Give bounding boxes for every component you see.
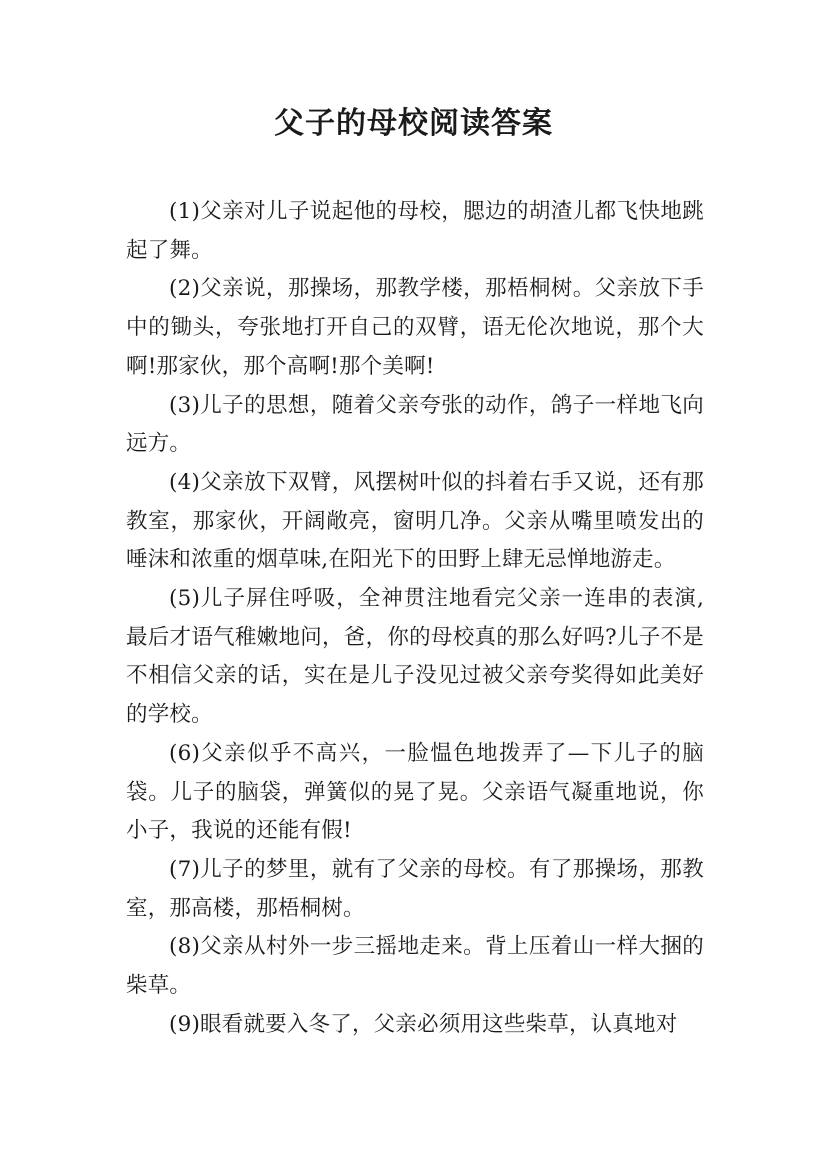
document-title: 父子的母校阅读答案	[274, 106, 553, 141]
paragraph-2: (2)父亲说，那操场，那教学楼，那梧桐树。父亲放下手中的锄头，夸张地打开自己的双臂，语无伦次地说，那个大啊!那家伙，那个高啊!那个美啊!	[126, 276, 704, 379]
document-body	[126, 193, 704, 1044]
paragraph-1: (1)父亲对儿子说起他的母校，腮边的胡渣儿都飞快地跳起了舞。	[126, 199, 704, 263]
paragraph-5: (5)儿子屏住呼吸，全神贯注地看完父亲一连串的表演,最后才语气稚嫩地问，爸，你的母校真的那么好吗?儿子不是不相信父亲的话，实在是儿子没见过被父亲夸奖得如此美好的学校。	[126, 586, 704, 728]
paragraph-9: (9)眼看就要入冬了，父亲必须用这些柴草，认真地对	[169, 1011, 678, 1037]
paragraph-6: (6)父亲似乎不高兴，一脸愠色地拨弄了—下儿子的脑袋。儿子的脑袋，弹簧似的晃了晃。父亲语气凝重地说，你小子，我说的还能有假!	[126, 740, 704, 844]
paragraph-4: (4)父亲放下双臂，风摆树叶似的抖着右手又说，还有那教室，那家伙，开阔敞亮，窗明几净。父亲从嘴里喷发出的唾沫和浓重的烟草味,在阳光下的田野上肆无忌惮地游走。	[126, 469, 704, 573]
paragraph-8: (8)父亲从村外一步三摇地走来。背上压着山一样大捆的柴草。	[126, 934, 704, 999]
paragraph-3: (3)儿子的思想，随着父亲夸张的动作，鸽子一样地飞向远方。	[126, 392, 704, 457]
paragraph-7: (7)儿子的梦里，就有了父亲的母校。有了那操场，那教室，那高楼，那梧桐树。	[126, 856, 704, 921]
